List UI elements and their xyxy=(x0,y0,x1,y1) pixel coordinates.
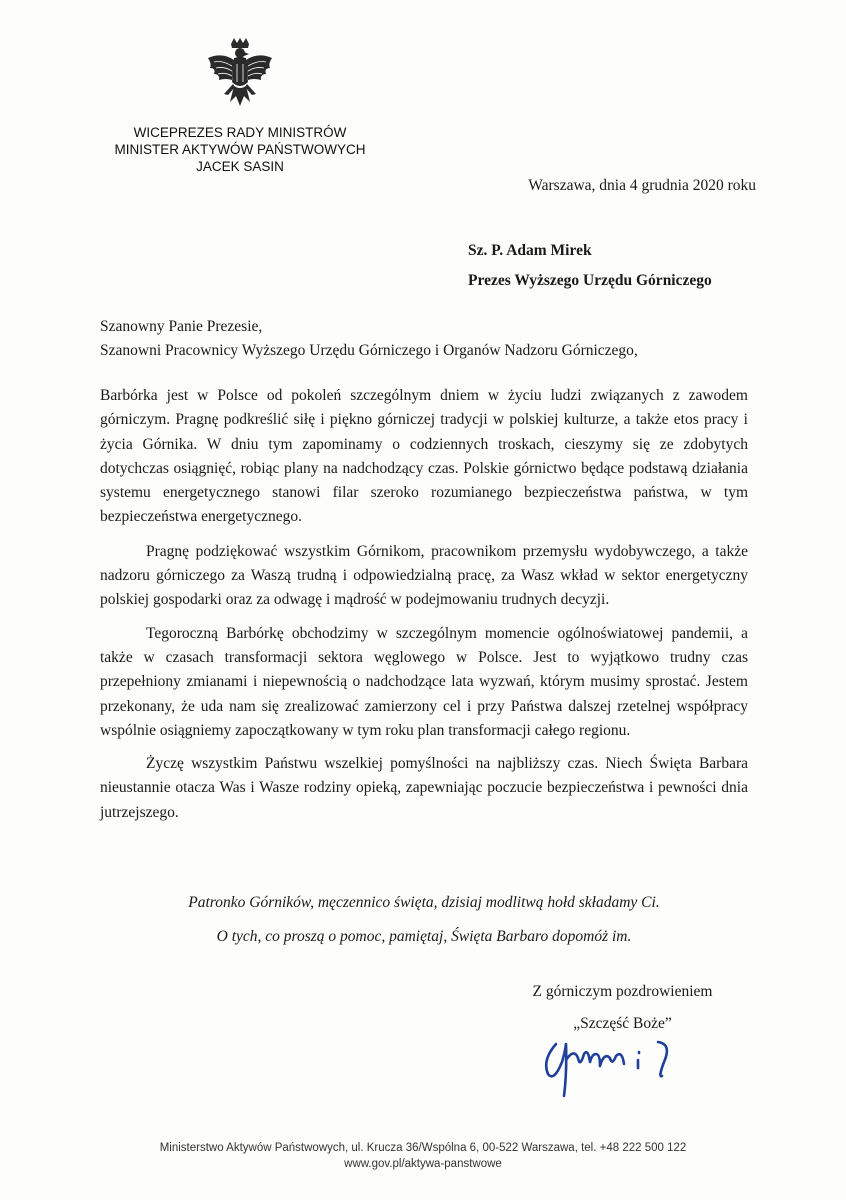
body-paragraph: Życzę wszystkim Państwu wszelkiej pomyślności na najbliższy czas. Niech Święta Barbara nieustannie otacza Was i Wasze rodziny opieką, zapewniając poczucie bezpieczeństwa i pewności dnia jutrzejszego. xyxy=(100,755,748,821)
prayer-verse xyxy=(100,886,748,954)
salutation-line: Szanowny Panie Prezesie, xyxy=(100,318,263,335)
salutation xyxy=(100,315,638,363)
prayer-line: Patronko Górników, męczennico święta, dzisiaj modlitwą hołd składamy Ci. xyxy=(188,894,660,911)
letter-date: Warszawa, dnia 4 grudnia 2020 roku xyxy=(528,177,756,194)
body-paragraph: Pragnę podziękować wszystkim Górnikom, pracownikom przemysłu wydobywczego, a także nadzoru górniczego za Waszą trudną i odpowiedzialną pracę, za Wasz wkład w sektor energetyczny polskiej gospodarki oraz za odwagę i mądrość w podejmowaniu trudnych decyzji. xyxy=(100,542,748,609)
prayer-line: O tych, co proszą o pomoc, pamiętaj, Święta Barbaro dopomóż im. xyxy=(216,928,632,945)
closing-block xyxy=(480,976,765,1040)
footer-website: www.gov.pl/aktywa-panstwowe xyxy=(344,1158,502,1170)
closing-line: Z górniczym pozdrowieniem xyxy=(532,983,713,1000)
addressee-block xyxy=(468,236,712,296)
office-title-line: MINISTER AKTYWÓW PAŃSTWOWYCH xyxy=(114,142,366,157)
addressee-title: Prezes Wyższego Urzędu Górniczego xyxy=(468,272,712,289)
footer xyxy=(0,1140,846,1172)
white-eagle-emblem-icon xyxy=(204,38,276,118)
addressee-name: Sz. P. Adam Mirek xyxy=(468,242,592,259)
salutation-line: Szanowni Pracownicy Wyższego Urzędu Górniczego i Organów Nadzoru Górniczego, xyxy=(100,342,638,359)
body-paragraph: Tegoroczną Barbórkę obchodzimy w szczególnym momencie ogólnoświatowej pandemii, a także w czasach transformacji sektora węglowego w Polsce. Jest to wyjątkowo trudny czas przepełniony zmianami i niepewnością o nadchodzące lata wyzwań, którym musimy sprostać. Jestem przekonany, że uda nam się zrealizować zamierzony cel i przy Państwa dalszej rzetelnej współpracy wspólnie osiągniemy zapoczątkowany w tym roku plan transformacji całego regionu. xyxy=(100,624,748,739)
office-holder-name: JACEK SASIN xyxy=(196,159,284,174)
office-header xyxy=(90,124,390,175)
closing-greeting: „Szczęść Boże” xyxy=(573,1015,672,1032)
footer-address: Ministerstwo Aktywów Państwowych, ul. Krucza 36/Wspólna 6, 00-522 Warszawa, tel. +48 222 500 122 xyxy=(159,1142,687,1154)
office-title-line: WICEPREZES RADY MINISTRÓW xyxy=(133,125,347,140)
letter-body xyxy=(100,384,748,825)
body-paragraph: Barbórka jest w Polsce od pokoleń szczególnym dniem w życiu ludzi związanych z zawodem górniczym. Pragnę podkreślić siłę i piękno górniczej tradycji w polskiej kulturze, a także etos pracy i życia Górnika. W dniu tym zapominamy o codziennych troskach, cieszymy się ze zdobytych dotychczas osiągnięć, robiąc plany na nadchodzący czas. Polskie górnictwo będące podstawą działania systemu energetycznego stanowi filar szeroko rozumianego bezpieczeństwa państwa, w tym bezpieczeństwa energetycznego. xyxy=(100,387,748,526)
handwritten-signature-icon xyxy=(538,1032,688,1102)
